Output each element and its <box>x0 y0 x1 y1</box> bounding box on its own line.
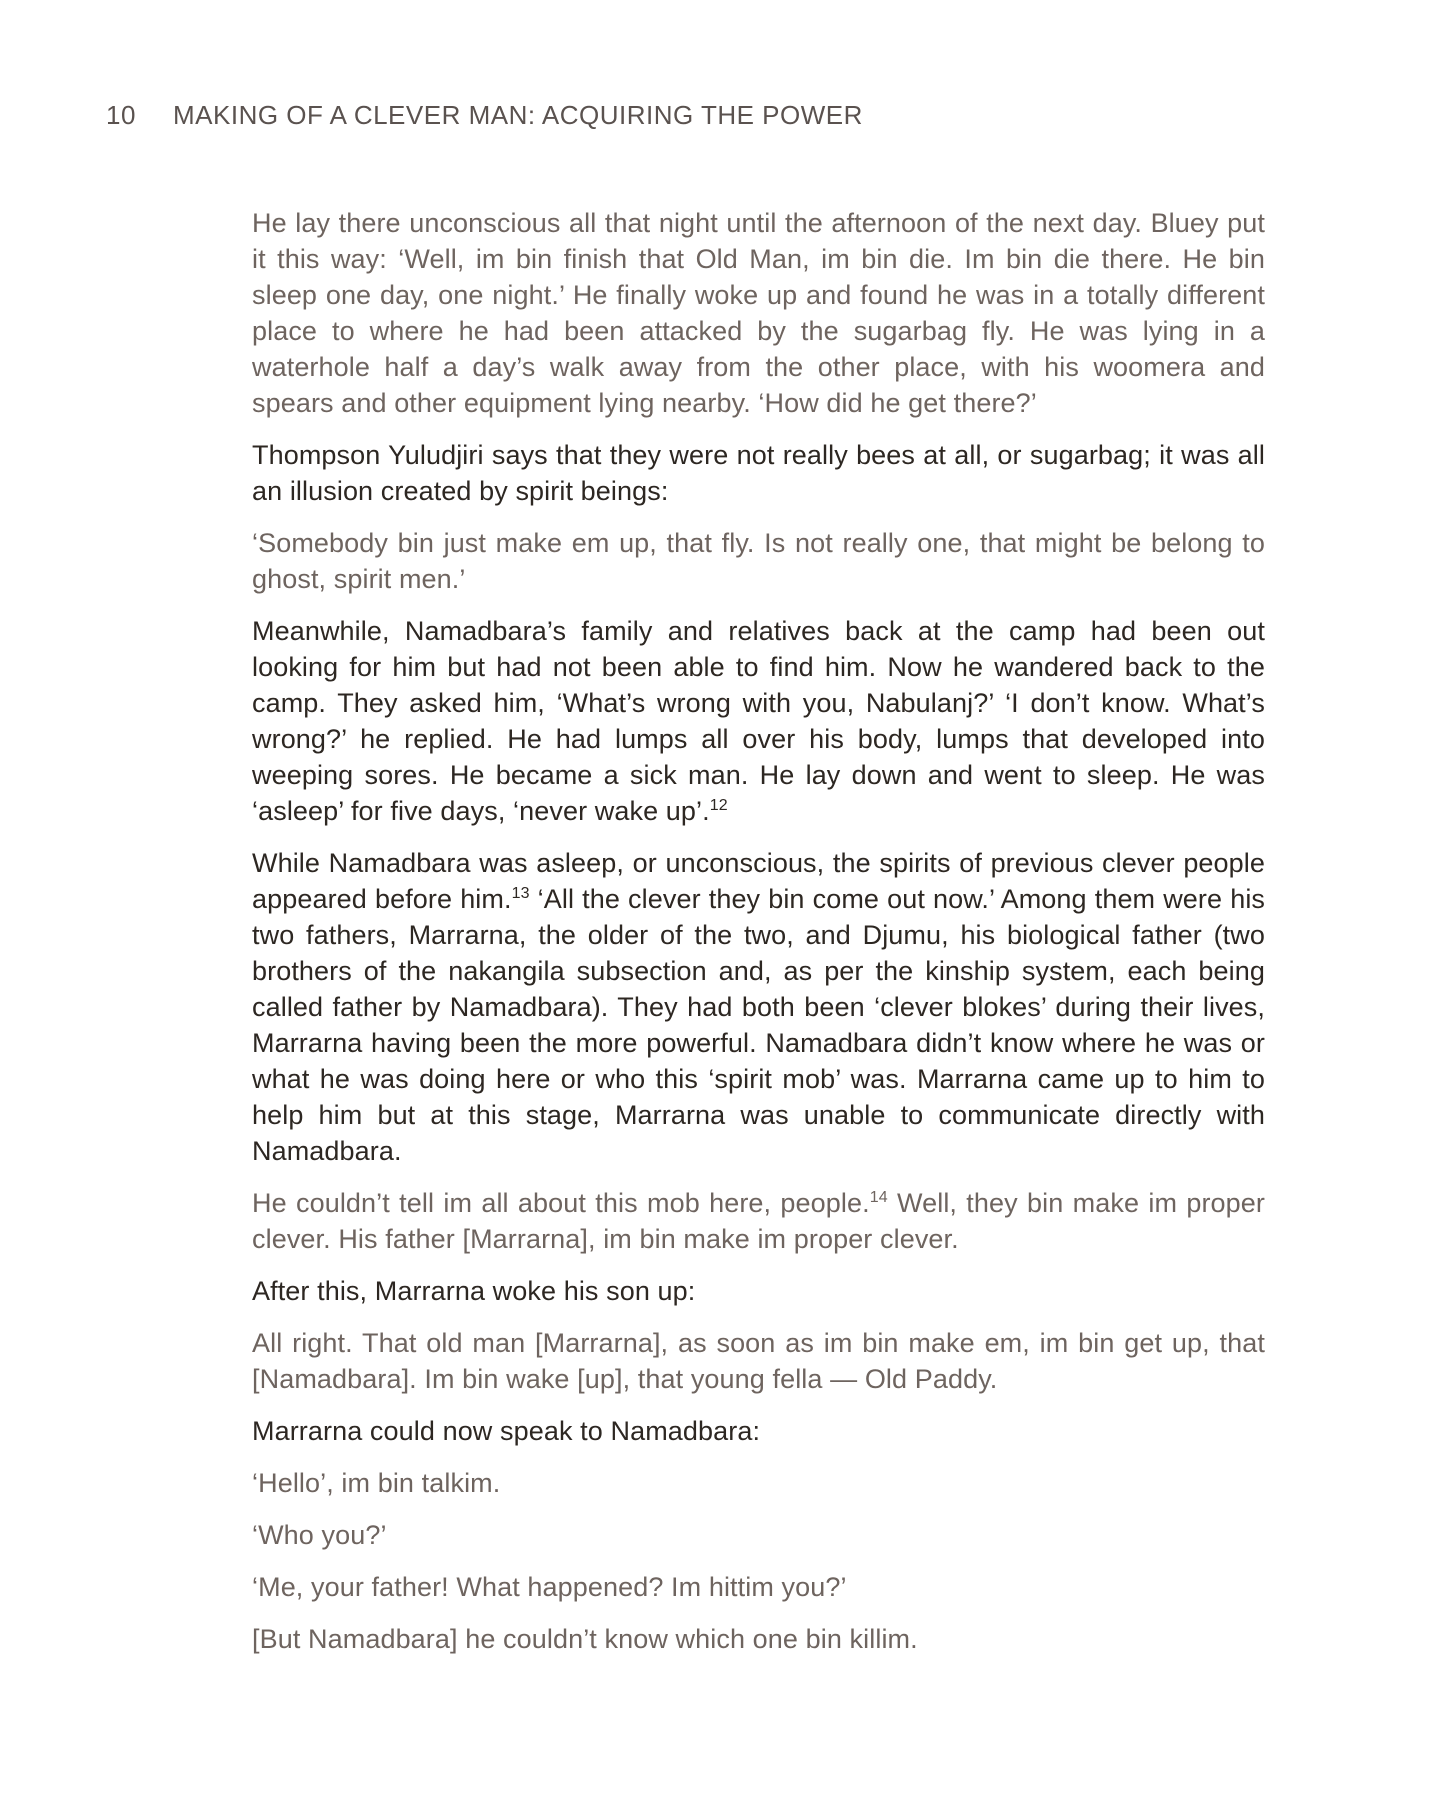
quote-paragraph: He couldn’t tell im all about this mob here, people.$^{14}$ Well, they bin make im proper clever. His father [Marrarna], im bin make im proper clever. <box>252 1188 1265 1254</box>
running-head-title: MAKING OF A CLEVER MAN: ACQUIRING THE POWER <box>173 100 863 130</box>
quote-paragraph: ‘Somebody bin just make em up, that fly. Is not really one, that might be belong to ghost, spirit men.’ <box>252 528 1265 594</box>
footnote-reference: 12 <box>709 797 728 814</box>
quote-paragraph: [But Namadbara] he couldn’t know which one bin killim. <box>252 1624 918 1654</box>
quote-paragraph: ‘Who you?’ <box>252 1520 387 1550</box>
narrative-paragraph: Marrarna could now speak to Namadbara: <box>252 1416 761 1446</box>
running-header <box>106 100 863 130</box>
quote-paragraph: All right. That old man [Marrarna], as soon as im bin make em, im bin get up, that [Namadbara]. Im bin wake [up], that young fella — Old Paddy. <box>252 1328 1265 1394</box>
quote-paragraph: ‘Me, your father! What happened? Im hittim you?’ <box>252 1572 847 1602</box>
page-number: 10 <box>106 100 136 130</box>
narrative-paragraph: After this, Marrarna woke his son up: <box>252 1276 696 1306</box>
footnote-reference: 13 <box>511 885 530 902</box>
narrative-paragraph: Thompson Yuludjiri says that they were not really bees at all, or sugarbag; it was all an illusion created by spirit beings: <box>252 440 1265 506</box>
narrative-paragraph: While Namadbara was asleep, or unconscious, the spirits of previous clever people appeared before him.$^{13}$ ‘All the clever they bin come out now.’ Among them were his two fathers, Marrarna, the older of the two, and Djumu, his biological father (two brothers of the nakangila subsection and, as per the kinship system, each being called father by Namadbara). They had both been ‘clever blokes’ during their lives, Marrarna having been the more powerful. Namadbara didn’t know where he was or what he was doing here or who this ‘spirit mob’ was. Marrarna came up to him to help him but at this stage, Marrarna was unable to communicate directly with Namadbara. <box>252 848 1266 1166</box>
quote-paragraph: He lay there unconscious all that night until the afternoon of the next day. Bluey put it this way: ‘Well, im bin finish that Old Man, im bin die. Im bin die there. He bin sleep one day, one night.’ He finally woke up and found he was in a totally different place to where he had been attacked by the sugarbag fly. He was lying in a waterhole half a day’s walk away from the other place, with his woomera and spears and other equipment lying nearby. ‘How did he get there?’ <box>252 208 1265 418</box>
footnote-reference: 14 <box>869 1189 888 1206</box>
quote-paragraph: ‘Hello’, im bin talkim. <box>252 1468 501 1498</box>
text-block <box>252 205 1265 1673</box>
narrative-paragraph: Meanwhile, Namadbara’s family and relatives back at the camp had been out looking for him but had not been able to find him. Now he wandered back to the camp. They asked him, ‘What’s wrong with you, Nabulanj?’ ‘I don’t know. What’s wrong?’ he replied. He had lumps all over his body, lumps that developed into weeping sores. He became a sick man. He lay down and went to sleep. He was ‘asleep’ for five days, ‘never wake up’.$^{12}$ <box>252 616 1265 826</box>
